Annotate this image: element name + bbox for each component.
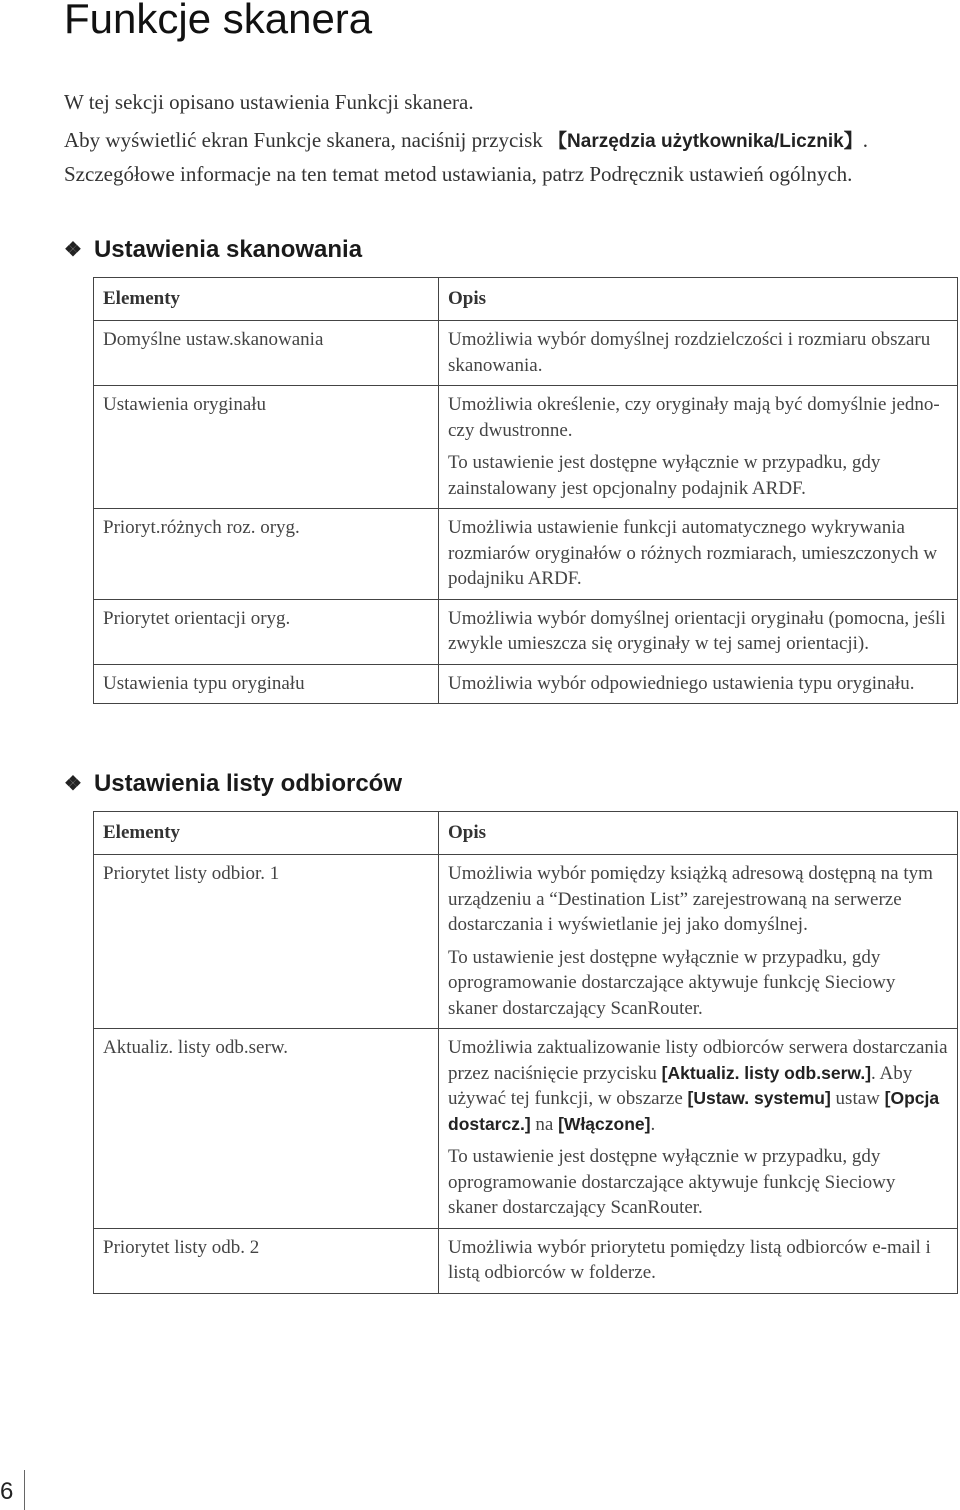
description-fragment: . [650,1113,656,1135]
section-heading-text: Ustawienia listy odbiorców [93,770,402,797]
scan-settings-table [93,277,958,704]
table-row [94,1029,958,1229]
table-header-row [94,812,958,855]
table-row [94,1228,958,1293]
setting-description [439,509,958,600]
setting-description [439,1228,958,1293]
setting-item: Ustawienia typu oryginału [94,664,439,704]
setting-description [439,1029,958,1229]
key-bracket-close: 】 [843,131,863,152]
ui-button-name: [Opcja dostarcz.] [448,1088,940,1134]
hardware-key-name: Narzędzia użytkownika/Licznik [567,131,844,152]
ui-button-name: [Aktualiz. listy odb.serw.] [661,1062,872,1083]
setting-description [439,386,958,509]
description-note: To ustawienie jest dostępne wyłącznie w przypadku, gdy zainstalowany jest opcjonalny podajnik ARDF. [448,452,881,499]
setting-item: Prioryt.różnych roz. oryg. [94,509,439,600]
intro-paragraph-1: W tej sekcji opisano ustawienia Funkcji skanera. [64,90,474,114]
ui-button-name: [Ustaw. systemu] [687,1088,831,1108]
diamond-bullet-icon: ❖ [64,773,82,795]
page-title: Funkcje skanera [64,0,373,42]
intro-text [64,86,944,190]
setting-item: Domyślne ustaw.skanowania [94,321,439,386]
setting-description [439,599,958,664]
setting-item: Priorytet listy odb. 2 [94,1228,439,1293]
table-row [94,386,958,509]
diamond-bullet-icon: ❖ [64,239,82,261]
description-fragment: ustaw [830,1088,885,1109]
description-text: Umożliwia wybór odpowiedniego ustawienia typu oryginału. [448,672,915,694]
description-fragment: Umożliwia zaktualizowanie listy odbiorców serwera dostarczania przez naciśnięcie przycisku [448,1037,948,1084]
description-text: Umożliwia wybór domyślnej orientacji oryginału (pomocna, jeśli zwykle umieszcza się oryginały w tej samej orientacji). [448,607,946,654]
section-heading-scan-settings [64,235,362,265]
description-note: To ustawienie jest dostępne wyłącznie w przypadku, gdy oprogramowanie dostarczające aktywuje funkcję Sieciowy skaner dostarczający ScanRouter. [448,1146,896,1218]
table-row [94,599,958,664]
intro-text-before-key: Aby wyświetlić ekran Funkcje skanera, naciśnij przycisk [64,128,549,152]
page-number: 6 [0,1478,14,1505]
ui-button-name: [Włączone] [558,1113,651,1134]
section-heading-recipient-list-settings [64,769,402,799]
description-text [448,1035,948,1137]
recipient-list-settings-table [93,811,958,1294]
table-row [94,855,958,1029]
column-header-description: Opis [439,812,958,855]
page-edge-line [24,1470,25,1510]
description-text: Umożliwia wybór pomiędzy książką adresową dostępną na tym urządzeniu a “Destination List” zarejestrowaną na serwerze dostarczania i wyświetlanie jej jako domyślnej. [448,863,933,935]
setting-item: Priorytet listy odbior. 1 [94,855,439,1029]
description-fragment: na [530,1113,559,1135]
description-text: Umożliwia określenie, czy oryginały mają być domyślnie jedno- czy dwustronne. [448,394,940,441]
table-row [94,509,958,600]
setting-description [439,321,958,386]
description-text: Umożliwia wybór priorytetu pomiędzy listą odbiorców e-mail i listą odbiorców w folderze. [448,1236,931,1283]
setting-description [439,664,958,704]
column-header-items: Elementy [94,812,439,855]
table-row [94,664,958,704]
setting-description [439,855,958,1029]
description-note: To ustawienie jest dostępne wyłącznie w przypadku, gdy oprogramowanie dostarczające aktywuje funkcję Sieciowy skaner dostarczający ScanRouter. [448,946,896,1019]
setting-item: Ustawienia oryginału [94,386,439,509]
description-text: Umożliwia wybór domyślnej rozdzielczości i rozmiaru obszaru skanowania. [448,329,931,376]
table-header-row [94,278,958,321]
intro-text-after-key: . Szczegółowe informacje na ten temat metod ustawiania, patrz Podręcznik ustawień ogólnych. [64,128,868,186]
setting-item: Aktualiz. listy odb.serw. [94,1029,439,1229]
column-header-description: Opis [439,278,958,321]
setting-item: Priorytet orientacji oryg. [94,599,439,664]
column-header-items: Elementy [94,278,439,321]
description-text: Umożliwia ustawienie funkcji automatycznego wykrywania rozmiarów oryginałów o różnych rozmiarach, umieszczonych w podajniku ARDF. [448,517,938,589]
intro-paragraph-2 [64,124,944,190]
section-heading-text: Ustawienia skanowania [93,236,363,263]
description-fragment: . Aby używać tej funkcji, w obszarze [448,1062,913,1109]
key-bracket-open: 【 [548,131,568,152]
table-row [94,321,958,386]
